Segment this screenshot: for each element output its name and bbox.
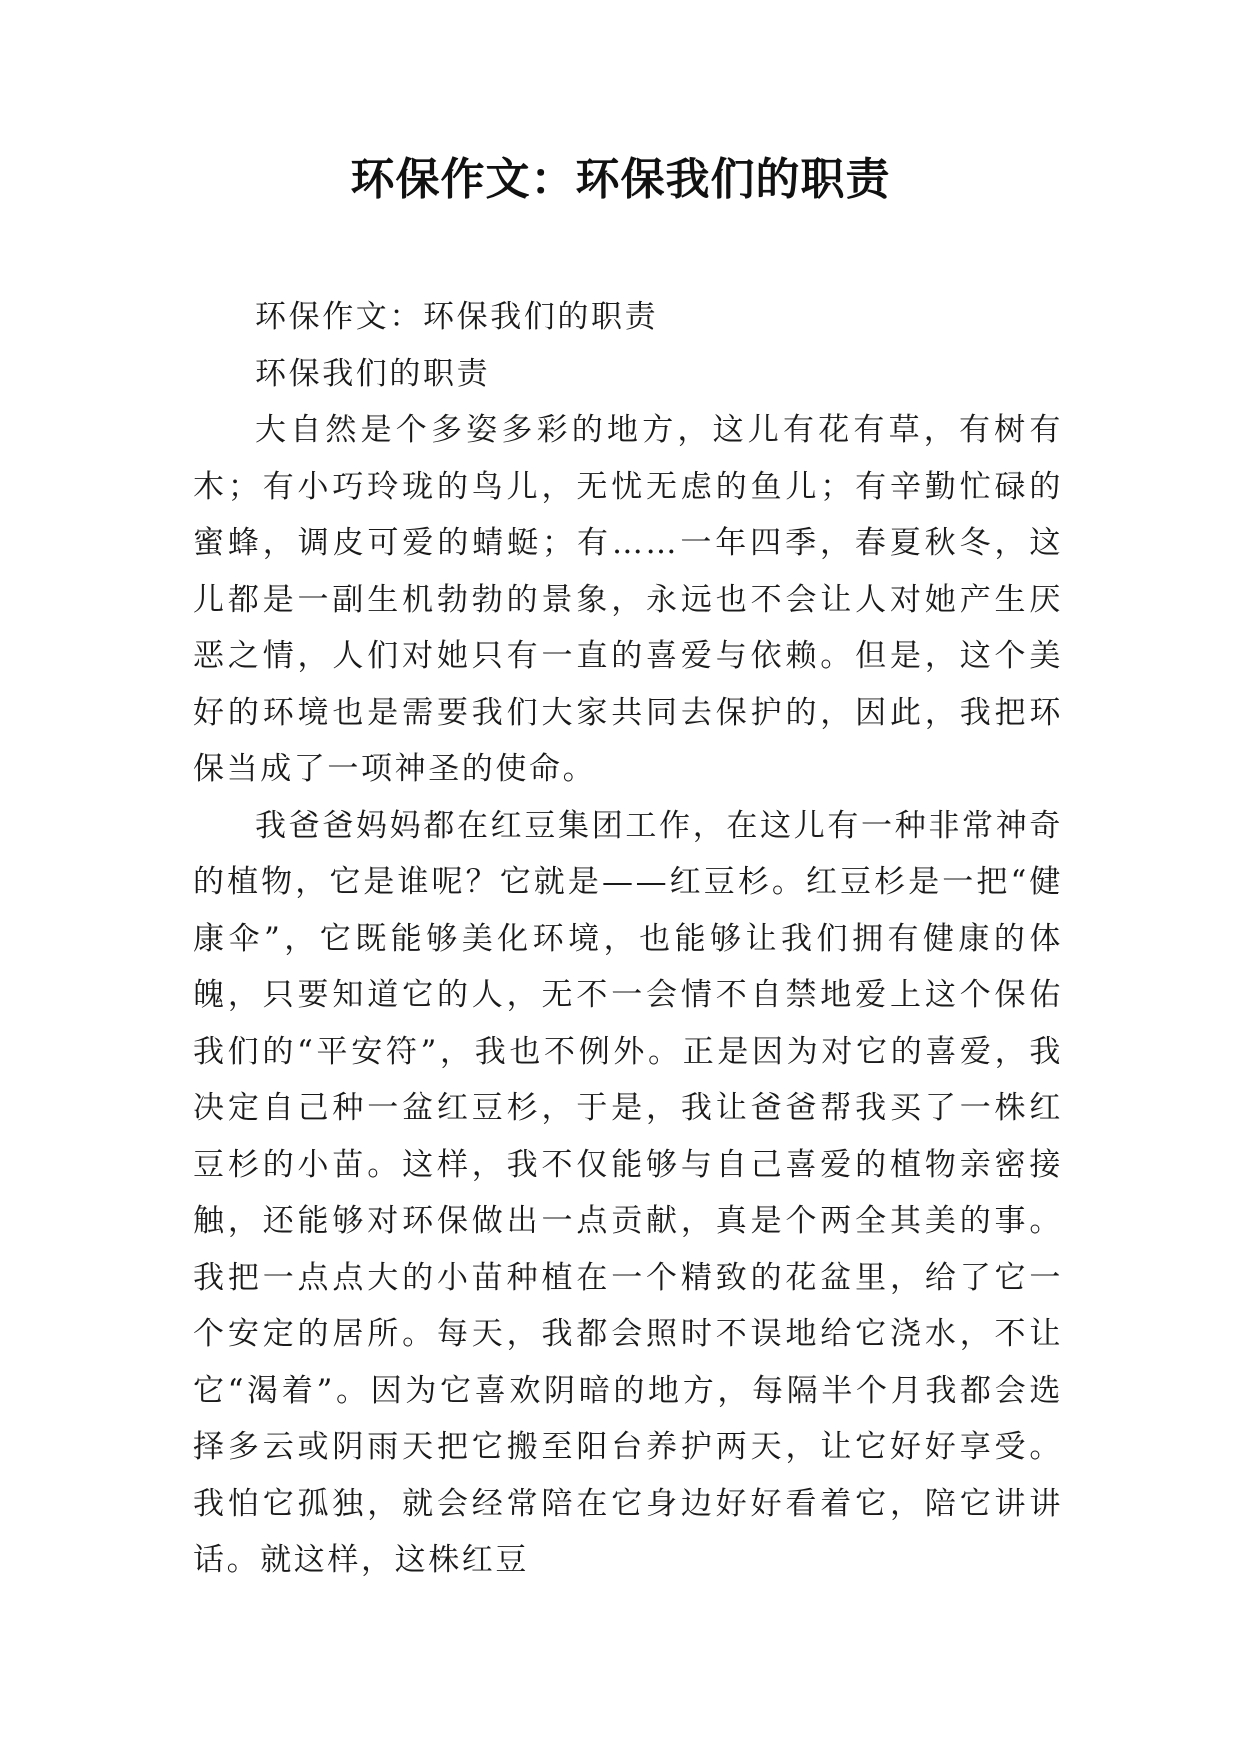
document-title: 环保作文：环保我们的职责 [350,154,891,205]
paragraph: 环保作文：环保我们的职责 [255,299,659,335]
paragraph: 我爸爸妈妈都在红豆集团工作，在这儿有一种非常神奇的植物，它是谁呢？它就是——红豆杉。红豆杉是一把“健康伞”，它既能够美化环境，也能够让我们拥有健康的体魄，只要知道它的人，无不一会情不自禁地爱上这个保佑我们的“平安符”，我也不例外。正是因为对它的喜爱，我决定自己种一盆红豆杉，于是，我让爸爸帮我买了一株红豆杉的小苗。这样，我不仅能够与自己喜爱的植物亲密接触，还能够对环保做出一点贡献，真是个两全其美的事。我把一点点大的小苗种植在一个精致的花盆里，给了它一个安定的居所。每天，我都会照时不误地给它浇水，不让它“渴着”。因为它喜欢阴暗的地方，每隔半个月我都会选择多云或阴雨天把它搬至阳台养护两天，让它好好享受。我怕它孤独，就会经常陪在它身边好好看着它，陪它讲讲话。就这样，这株红豆 [193,807,1063,1578]
paragraph: 环保我们的职责 [255,355,491,392]
paragraph: 大自然是个多姿多彩的地方，这儿有花有草，有树有木；有小巧玲珑的鸟儿，无忧无虑的鱼儿；有辛勤忙碌的蜜蜂，调皮可爱的蜻蜓；有……一年四季，春夏秋冬，这儿都是一副生机勃勃的景象，永远也不会让人对她产生厌恶之情，人们对她只有一直的喜爱与依赖。但是，这个美好的环境也是需要我们大家共同去保护的，因此，我把环保当成了一项神圣的使命。 [193,412,1063,787]
document-body [193,289,1063,1589]
